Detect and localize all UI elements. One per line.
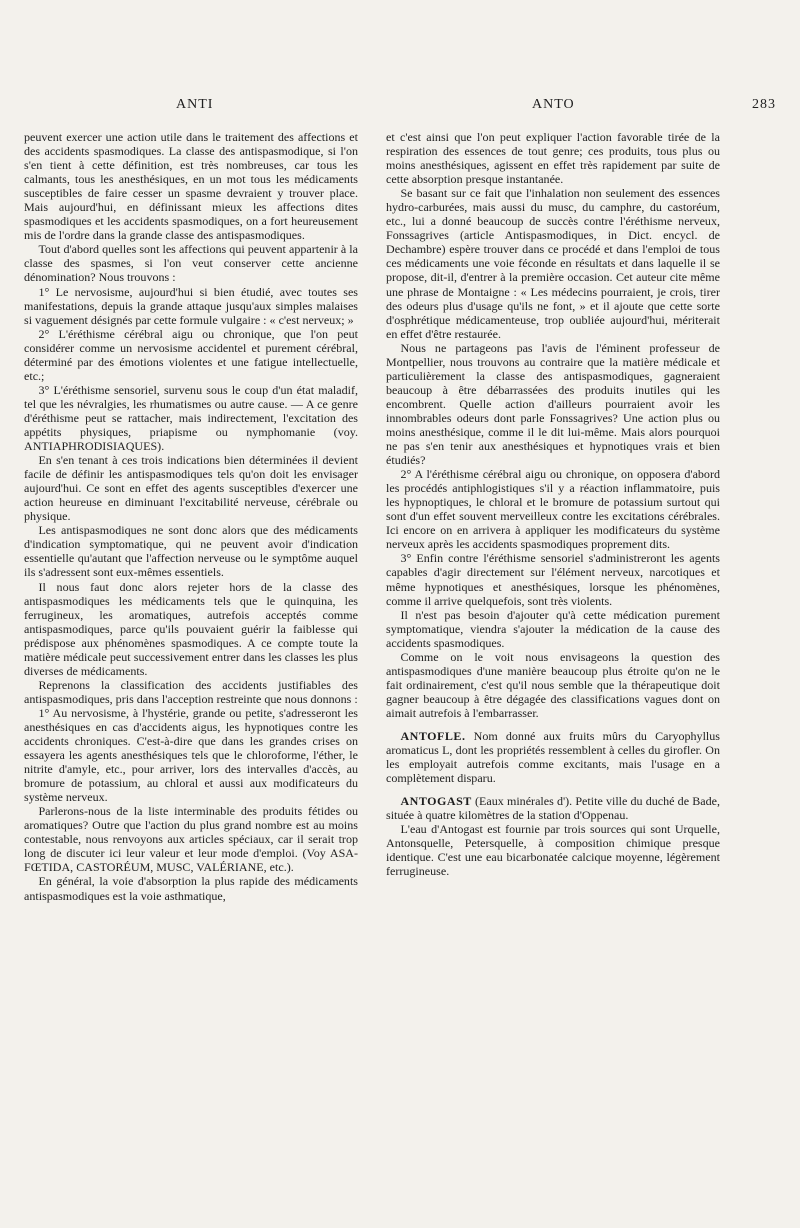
header-left-title: ANTI [176, 97, 214, 112]
page-number: 283 [752, 97, 776, 112]
paragraph: peuvent exercer une action utile dans le traitement des affections et des accidents spasmodiques. La classe des antispasmodique, si l'on s'en tient à cette définition, est très nombreuses, car tous les calmants, tous les anesthésiques, en un mot tous les médicaments susceptibles de faire cesser un spasme devraient y trouver place. Mais aujourd'hui, en définissant mieux les affections dites spasmodiques et les accidents spasmodiques, on a fort heureusement mis de l'ordre dans la grande classe des antispasmodiques. [24, 130, 358, 243]
paragraph: 2° A l'éréthisme cérébral aigu ou chronique, on opposera d'abord les procédés antiphlogistiques s'il y a réaction inflammatoire, puis les hypnoptiques, le chloral et le bromure de potassium surtout qui sont d'un effet souvent merveilleux contre les excitations cérébrales. Ici encore on en arrivera à appliquer les modificateurs du système nerveux après les accidents spasmodiques proprement dits. [386, 467, 720, 552]
paragraph: 3° Enfin contre l'éréthisme sensoriel s'administreront les agents capables d'agir directement sur l'élément nerveux, narcotiques et même hypnotiques et anesthésiques, lorsque les phénomènes, comme il arrive quelquefois, sont très violents. [386, 551, 720, 608]
paragraph: En général, la voie d'absorption la plus rapide des médicaments antispasmodiques est la voie asthmatique, [24, 874, 358, 903]
paragraph: 3° L'éréthisme sensoriel, survenu sous le coup d'un état maladif, tel que les névralgies, les rhumatismes ou autre cause. — A ce genre d'éréthisme peut se rattacher, mais indirectement, l'excitation des appétits physiques, priapisme ou nymphomanie (voy. ANTIAPHRODISIAQUES). [24, 382, 358, 454]
left-text-column [24, 130, 358, 903]
paragraph: et c'est ainsi que l'on peut expliquer l'action favorable tirée de la respiration des essences de tout genre; ces produits, tous plus ou moins anesthésiques, agissent en effet très rapidement par suite de cette absorption presque instantanée. [386, 130, 720, 187]
entry-headword: ANTOGAST [400, 794, 472, 809]
dictionary-entry-antogast [386, 794, 720, 822]
paragraph: 2° L'éréthisme cérébral aigu ou chronique, que l'on peut considérer comme un nervosisme accidentel et purement cérébral, déterminé par des émotions violentes et une fatigue intellectuelle, etc.; [24, 326, 358, 383]
paragraph: Parlerons-nous de la liste interminable des produits fétides ou aromatiques? Outre que l'action du plus grand nombre est au moins contestable, nous renvoyons aux articles spéciaux, car il serait trop long de discuter ici leur valeur et leur mode d'emploi. (Voy ASA-FŒTIDA, CASTORÉUM, MUSC, VALÉRIANE, etc.). [24, 804, 358, 875]
entry-text: (Eaux minérales d'). Petite ville du duché de Bade, située à quatre kilomètres de la station d'Oppenau. [386, 794, 720, 823]
paragraph: Les antispasmodiques ne sont donc alors que des médicaments d'indication symptomatique, qui ne peuvent avoir d'indication essentielle qu'autant que l'affection nerveuse ou le symptôme auquel ils s'adressent sont eux-mêmes essentiels. [24, 523, 358, 580]
paragraph: Reprenons la classification des accidents justifiables des antispasmodiques, pris dans l'acception restreinte que nous donnons : [24, 677, 358, 706]
paragraph: Nous ne partageons pas l'avis de l'éminent professeur de Montpellier, nous trouvons au contraire que la matière médicale et particulièrement la classe des antispasmodiques, gagneraient beaucoup à être débarrassées des produits inutiles qui les encombrent. Quelle action d'ailleurs pourraient avoir les innombrables odeurs dont parle Fonssagrives? Une action plus ou moins anesthésique, comme il le dit lui-même. Mais alors pourquoi ne pas s'en tenir aux anesthésiques et hypnotiques vrais et bien étudiés? [386, 340, 720, 468]
paragraph: En s'en tenant à ces trois indications bien déterminées il devient facile de définir les antispasmodiques tels qu'on doit les envisager aujourd'hui. Ce sont en effet des agents susceptibles d'exercer une action heureuse en diminuant l'excitabilité nerveuse, cérébrale ou physique. [24, 453, 358, 524]
paragraph: 1° Au nervosisme, à l'hystérie, grande ou petite, s'adresseront les anesthésiques en cas d'accidents aigus, les hypnotiques contre les accidents chroniques. C'est-à-dire que dans les grandes crises on essayera les agents anesthésiques tels que le chloroforme, l'éther, le nitrite d'amyle, etc., pour arriver, lors des intervalles d'accès, au bromure de potassium, au chloral et aussi aux modificateurs du système nerveux. [24, 705, 358, 805]
paragraph: Se basant sur ce fait que l'inhalation non seulement des essences hydro-carburées, mais aussi du musc, du camphre, du castoréum, etc., lui a donné beaucoup de succès contre l'éréthisme nerveux, Fonssagrives (article Antispasmodiques, in Dict. encycl. de Dechambre) espère trouver dans ce procédé et dans l'emploi de tous ces médicaments une voie féconde en résultats et dans laquelle il se propose, dit-il, d'entrer à la première occasion. Cet auteur cite même une phrase de Montaigne : « Les médecins pourraient, je crois, tirer des odeurs plus d'usage qu'ils ne font, » et il ajoute que cette sorte d'osphrétique médicamenteuse, trop oubliée aujourd'hui, mériterait en effet d'être restaurée. [386, 186, 720, 341]
paragraph: Il nous faut donc alors rejeter hors de la classe des antispasmodiques les médicaments tels que le quinquina, les ferrugineux, les aromatiques, autrefois acceptés comme antispasmodiques, parce qu'ils pouvaient guérir la faiblesse qui prédispose aux phénomènes spasmodiques. A ce compte toute la matière médicale peut successivement entrer dans les classes les plus diverses de médicaments. [24, 579, 358, 678]
entry-text: Nom donné aux fruits mûrs du Caryophyllus aromaticus L, dont les propriétés ressemblent à celles du girofler. On les employait autrefois comme excitants, mais l'usage en a complètement disparu. [386, 728, 720, 786]
header-center-title: ANTO [532, 97, 575, 112]
entry-headword: ANTOFLE. [400, 728, 466, 743]
paragraph: Il n'est pas besoin d'ajouter qu'à cette médication purement symptomatique, viendra s'ajouter la médication de la cause des accidents spasmodiques. [386, 607, 720, 650]
dictionary-entry-antofle [386, 729, 720, 785]
right-text-column [386, 130, 720, 878]
paragraph: Comme on le voit nous envisageons la question des antispasmodiques d'une manière beaucoup plus étroite qu'on ne le fait ordinairement, c'est qu'il nous semble que la thérapeutique doit gagner beaucoup à être dégagée des classifications vagues dont on aimait autrefois à l'embarrasser. [386, 649, 720, 720]
running-header [0, 97, 800, 117]
paragraph: L'eau d'Antogast est fournie par trois sources qui sont Urquelle, Antonsquelle, Petersquelle, à composition chimique presque identique. C'est une eau bicarbonatée calcique moyenne, légèrement ferrugineuse. [386, 822, 720, 879]
paragraph: 1° Le nervosisme, aujourd'hui si bien étudié, avec toutes ses manifestations, depuis la grande attaque jusqu'aux simples malaises si vaguement désignés par cette formule vulgaire : « c'est nerveux; » [24, 284, 358, 327]
paragraph: Tout d'abord quelles sont les affections qui peuvent appartenir à la classe des spasmes, si l'on veut conserver cette ancienne dénomination? Nous trouvons : [24, 242, 358, 285]
